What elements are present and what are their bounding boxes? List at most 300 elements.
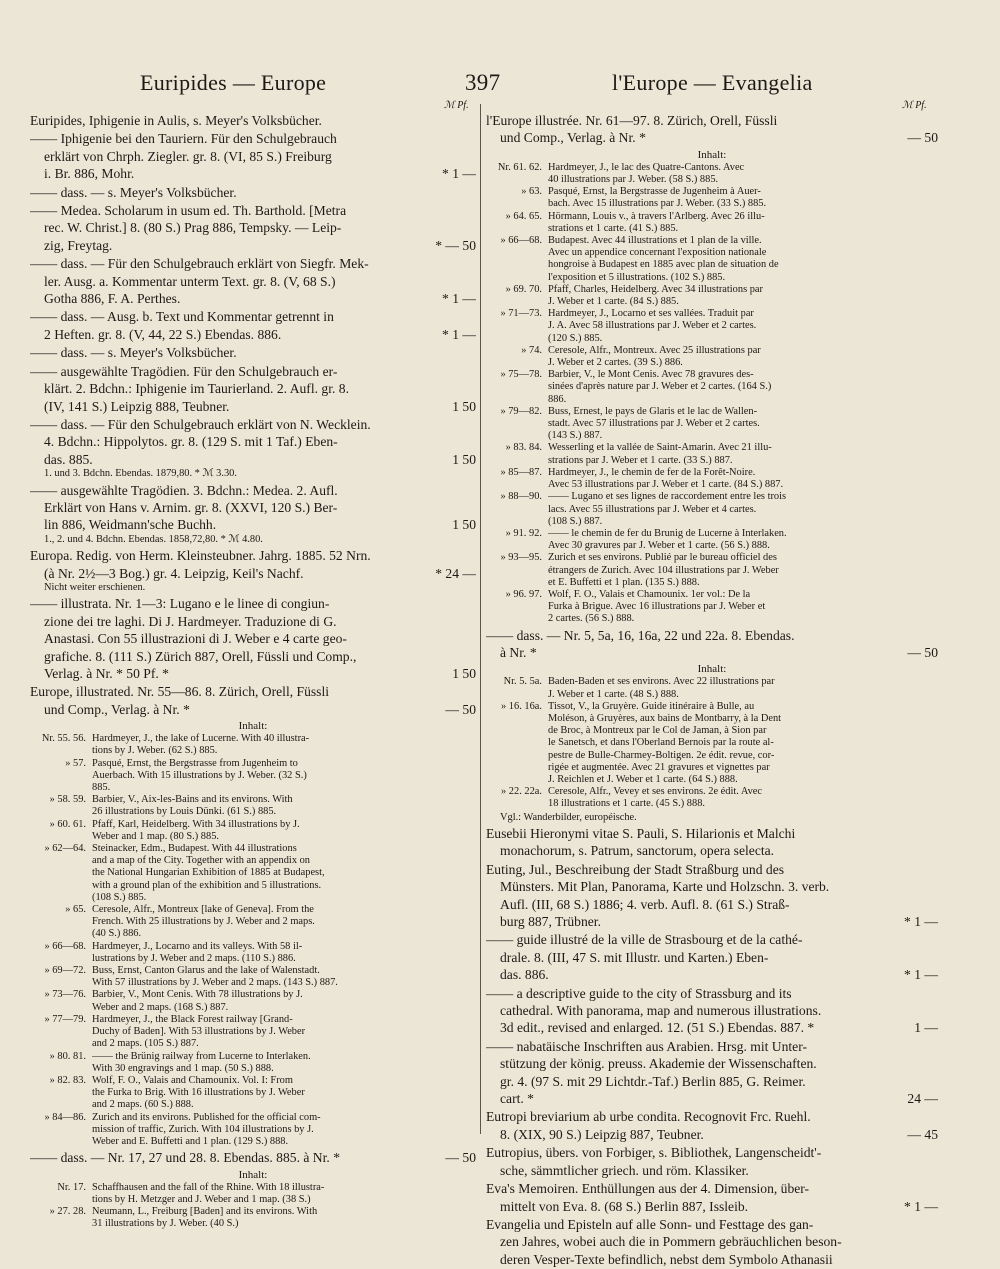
contents-item-number: » 58. 59. — [49, 794, 86, 806]
contents-item — [30, 733, 476, 757]
contents-item-line: Pasqué, Ernst, the Bergstrasse from Jugenheim to — [92, 757, 298, 769]
contents-item-line: with a ground plan of the exhibition and 5 illustrations. — [92, 879, 322, 891]
contents-list — [486, 148, 938, 626]
catalog-entry — [486, 825, 938, 860]
entry-text: erklärt von Chrph. Ziegler. gr. 8. (VI, 85 S.) Freiburg — [44, 148, 332, 164]
contents-item — [30, 758, 476, 795]
contents-item — [30, 1051, 476, 1075]
entry-text: burg 887, Trübner. — [500, 914, 601, 930]
entry-price — [412, 482, 476, 499]
contents-item-line: étrangers de Zurich. Avec 104 illustrations par J. Weber — [548, 564, 779, 576]
entry-price — [412, 308, 476, 325]
contents-item-line: Avec 30 gravures par J. Weber et 1 carte. (56 S.) 888. — [548, 540, 770, 552]
contents-item-line: Moléson, à Gruyères, aux bains de Montbarry, à la Dent — [548, 712, 782, 724]
entry-price — [412, 683, 476, 700]
contents-item-text — [92, 843, 476, 904]
right-column — [486, 112, 938, 1269]
contents-item-text — [548, 491, 938, 528]
contents-item — [30, 904, 476, 941]
contents-item-text — [548, 442, 938, 466]
entry-text: à Nr. * — [500, 644, 537, 660]
entry-price — [412, 416, 476, 433]
contents-item-line: strations par J. Weber et 1 carte. (33 S.) 887. — [548, 454, 733, 466]
entry-price — [874, 1216, 938, 1233]
entry-line — [486, 985, 938, 1002]
entry-line — [486, 644, 938, 661]
catalog-entry — [30, 255, 476, 307]
entry-line — [30, 326, 476, 343]
left-column — [30, 112, 476, 1231]
contents-item-text — [548, 162, 938, 186]
contents-item-text — [92, 1051, 476, 1075]
entry-price: — 50 — [907, 130, 938, 146]
entry-text: l'Europe illustrée. Nr. 61—97. 8. Zürich, Orell, Füssli — [486, 113, 778, 128]
entry-price — [874, 861, 938, 878]
contents-item-text — [548, 369, 938, 406]
contents-item-number: » 93—95. — [500, 552, 542, 564]
catalog-entry — [30, 130, 476, 182]
contents-item-line: Wolf, F. O., Valais et Chamounix. 1er vol.: De la — [548, 588, 751, 600]
entry-price — [874, 1251, 938, 1268]
entry-text: Münsters. Mit Plan, Panorama, Karte und Holzschn. 3. verb. — [500, 879, 830, 895]
entry-line — [30, 499, 476, 516]
contents-item — [486, 552, 938, 589]
entry-text: ler. Ausg. a. Kommentar unterm Text. gr. 8. (V, 68 S.) — [44, 273, 336, 289]
contents-item-line: With 57 illustrations by J. Weber and 2 maps. (143 S.) 887. — [92, 977, 338, 989]
contents-item-text — [548, 552, 938, 589]
contents-item-number: » 63. — [521, 186, 542, 198]
contents-list — [30, 719, 476, 1148]
contents-item-line: Zurich et ses environs. Publié par le bureau officiel des — [548, 552, 777, 564]
contents-item — [30, 1182, 476, 1206]
entry-line — [486, 1038, 938, 1055]
contents-item-number: » 75—78. — [500, 369, 542, 381]
contents-item — [486, 701, 938, 786]
contents-item-line: Ceresole, Alfr., Vevey et ses environs. 2e édit. Avec — [548, 786, 763, 798]
entry-text: 8. (XIX, 90 S.) Leipzig 887, Teubner. — [500, 1126, 704, 1142]
entry-line — [30, 683, 476, 700]
contents-item-line: (40 S.) 886. — [92, 928, 142, 940]
contents-item — [486, 676, 938, 700]
entry-text: —— dass. — s. Meyer's Volksbücher. — [30, 345, 237, 361]
catalog-entry — [30, 112, 476, 129]
contents-item-number: Nr. 17. — [57, 1181, 86, 1193]
entry-text: 2 Heften. gr. 8. (V, 44, 22 S.) Ebendas. 886. — [44, 326, 282, 342]
entry-line — [30, 701, 476, 718]
entry-note: Vgl.: Wanderbilder, européische. — [500, 811, 637, 823]
entry-line — [30, 112, 476, 129]
contents-item-line: J. Weber et 2 cartes. (39 S.) 886. — [548, 357, 683, 369]
entry-price — [874, 1002, 938, 1019]
entry-text: gr. 4. (97 S. mit 29 Lichtdr.-Taf.) Berlin 885, G. Reimer. — [500, 1073, 806, 1089]
entry-text: Europe, illustrated. Nr. 55—86. 8. Zürich, Orell, Füssli — [30, 684, 330, 700]
entry-line — [486, 1090, 938, 1107]
contents-item-line: Auerbach. With 15 illustrations by J. Weber. (32 S.) — [92, 769, 307, 781]
contents-item-line: Hardmeyer, J., the Black Forest railway [Grand- — [92, 1013, 293, 1025]
entry-line — [486, 112, 938, 129]
entry-price — [874, 1055, 938, 1072]
entry-note: Nicht weiter erschienen. — [44, 581, 146, 593]
entry-text: —— nabatäische Inschriften aus Arabien. Hrsg. mit Unter- — [486, 1038, 807, 1054]
catalog-entry — [486, 931, 938, 983]
contents-item-line: Pfaff, Karl, Heidelberg. With 34 illustrations by J. — [92, 818, 300, 830]
contents-item-line: Barbier, V., Mont Cenis. With 78 illustrations by J. — [92, 989, 303, 1001]
contents-item-line: Budapest. Avec 44 illustrations et 1 plan de la ville. — [548, 235, 762, 247]
contents-item — [486, 786, 938, 810]
entry-text: Europa. Redig. von Herm. Kleinsteubner. Jahrg. 1885. 52 Nrn. — [30, 548, 371, 564]
entry-line — [30, 380, 476, 397]
contents-heading: Inhalt: — [238, 720, 268, 733]
entry-price — [412, 112, 476, 129]
entry-price — [412, 648, 476, 665]
contents-item-text — [92, 941, 476, 965]
contents-item-line: Avec un appendice concernant l'exposition nationale — [548, 247, 767, 259]
catalog-entry — [30, 202, 476, 254]
contents-item-number: » 96. 97. — [505, 588, 542, 600]
entry-text: das. 885. — [44, 451, 93, 467]
entry-price — [874, 112, 938, 129]
contents-item-number: » 16. 16a. — [501, 700, 542, 712]
entry-line — [30, 565, 476, 582]
contents-item — [30, 941, 476, 965]
entry-line — [30, 398, 476, 415]
entry-text: i. Br. 886, Mohr. — [44, 166, 135, 182]
catalog-entry — [30, 363, 476, 415]
contents-item-text — [92, 819, 476, 843]
entry-line — [30, 451, 476, 468]
entry-price — [412, 547, 476, 564]
entry-line — [486, 129, 938, 146]
contents-item-line: J. A. Avec 58 illustrations par J. Weber et 2 cartes. — [548, 320, 757, 332]
entry-text: Gotha 886, F. A. Perthes. — [44, 291, 181, 307]
contents-item — [30, 1206, 476, 1230]
contents-item-line: Barbier, V., le Mont Cenis. Avec 78 gravures des- — [548, 369, 754, 381]
contents-item-text — [92, 1112, 476, 1149]
entry-line — [30, 595, 476, 612]
catalog-entry — [486, 1180, 938, 1215]
entry-line — [30, 416, 476, 433]
price-column-head-left: ℳ Pf. — [444, 100, 469, 111]
contents-item-line: Hardmeyer, J., Locarno and its valleys. With 58 il- — [92, 940, 303, 952]
contents-item-line: 40 illustrations par J. Weber. (58 S.) 885. — [548, 174, 719, 186]
contents-item-text — [548, 345, 938, 369]
contents-item-text — [92, 794, 476, 818]
contents-item-text — [548, 589, 938, 626]
contents-item-line: Hörmann, Louis v., à travers l'Arlberg. Avec 26 illu- — [548, 210, 765, 222]
entry-line — [30, 648, 476, 665]
contents-item-text — [92, 1182, 476, 1206]
entry-price: 1 — — [914, 1020, 938, 1036]
running-head-right: l'Europe — Evangelia — [612, 70, 813, 95]
entry-line — [30, 130, 476, 147]
contents-item — [486, 528, 938, 552]
entry-text: cart. * — [500, 1091, 534, 1107]
contents-item-line: and a map of the City. Together with an appendix on — [92, 855, 310, 867]
entry-note: 1., 2. und 4. Bdchn. Ebendas. 1858,72,80. * ℳ 4.80. — [44, 533, 263, 545]
contents-item — [486, 186, 938, 210]
entry-price: — 45 — [907, 1126, 938, 1142]
contents-item-number: » 65. — [65, 904, 86, 916]
entry-line — [486, 842, 938, 859]
contents-item — [486, 162, 938, 186]
price-column-head-right: ℳ Pf. — [902, 100, 927, 111]
page-header — [0, 70, 1000, 100]
entry-price — [874, 1144, 938, 1161]
entry-note: 1. und 3. Bdchn. Ebendas. 1879,80. * ℳ 3.30. — [44, 468, 237, 480]
entry-line — [30, 308, 476, 325]
contents-item-number: » 69—72. — [44, 965, 86, 977]
contents-item-line: Avec 53 illustrations par J. Weber et 1 carte. (84 S.) 887. — [548, 479, 784, 491]
contents-item-line: (143 S.) 887. — [548, 430, 603, 442]
entry-line — [30, 613, 476, 630]
catalog-entry — [486, 985, 938, 1037]
contents-item-number: » 88—90. — [500, 491, 542, 503]
contents-list — [486, 662, 938, 810]
entry-price — [412, 380, 476, 397]
entry-line — [486, 966, 938, 983]
entry-line — [30, 665, 476, 682]
contents-item — [30, 843, 476, 904]
contents-item-line: Steinacker, Edm., Budapest. With 44 illustrations — [92, 843, 297, 855]
contents-item-line: and 2 maps. (105 S.) 887. — [92, 1038, 199, 1050]
contents-item-number: » 91. 92. — [505, 527, 542, 539]
entry-text: Aufl. (III, 68 S.) 1886; 4. verb. Aufl. 8. (61 S.) Straß- — [500, 896, 790, 912]
entry-text: cathedral. With panorama, map and numerous illustrations. — [500, 1003, 822, 1019]
catalog-entry — [30, 547, 476, 594]
entry-price — [412, 363, 476, 380]
entry-line — [486, 1019, 938, 1036]
entry-text: —— dass. — Nr. 5, 5a, 16, 16a, 22 und 22a. 8. Ebendas. — [486, 627, 795, 643]
entry-text: —— ausgewählte Tragödien. Für den Schulgebrauch er- — [30, 363, 338, 379]
contents-item-number: » 71—73. — [500, 308, 542, 320]
entry-price — [412, 148, 476, 165]
contents-item-line: bach. Avec 15 illustrations par J. Weber. (33 S.) 885. — [548, 198, 767, 210]
entry-text: —— dass. — Nr. 17, 27 und 28. 8. Ebendas. 885. à Nr. * — [30, 1150, 340, 1166]
entry-line — [486, 1002, 938, 1019]
entry-price: * 1 — — [442, 326, 476, 342]
contents-item-line: Weber and 2 maps. (168 S.) 887. — [92, 1001, 229, 1013]
entry-text: Euting, Jul., Beschreibung der Stadt Straßburg und des — [486, 861, 785, 877]
entry-text: —— illustrata. Nr. 1—3: Lugano e le linee di congiun- — [30, 596, 330, 612]
entry-text: stützung der könig. preuss. Akademie der Wissenschaften. — [500, 1056, 817, 1072]
entry-line — [30, 547, 476, 564]
contents-item — [30, 1014, 476, 1051]
entry-line — [30, 1149, 476, 1166]
contents-item-line: Buss, Ernst, Canton Glarus and the lake of Walenstadt. — [92, 965, 320, 977]
contents-item — [486, 467, 938, 491]
contents-item — [30, 794, 476, 818]
entry-price — [412, 202, 476, 219]
contents-item-number: » 62—64. — [44, 843, 86, 855]
contents-item-line: Barbier, V., Aix-les-Bains and its environs. With — [92, 794, 293, 806]
contents-item-line: —— Lugano et ses lignes de raccordement entre les trois — [548, 491, 787, 503]
entry-line — [486, 1108, 938, 1125]
contents-item-text — [548, 284, 938, 308]
entry-price: 1 50 — [452, 666, 476, 681]
entry-text: deren Vesper-Texte befindlich, nebst dem Symbolo Athanasii — [500, 1251, 833, 1267]
contents-item-text — [548, 528, 938, 552]
contents-item-line: Ceresole, Alfr., Montreux [lake of Geneva]. From the — [92, 904, 314, 916]
entry-text: grafiche. 8. (111 S.) Zürich 887, Orell, Füssli und Comp., — [44, 648, 357, 664]
entry-price: * — 50 — [435, 237, 476, 253]
entry-text: rec. W. Christ.] 8. (80 S.) Prag 886, Tempsky. — Leip- — [44, 220, 342, 236]
catalog-entry — [486, 627, 938, 824]
contents-item-line: and 2 maps. (60 S.) 888. — [92, 1099, 194, 1111]
contents-item — [486, 345, 938, 369]
contents-item — [30, 965, 476, 989]
entry-text: Eusebii Hieronymi vitae S. Pauli, S. Hilarionis et Malchi — [486, 825, 796, 841]
entry-price: 24 — — [907, 1091, 938, 1107]
contents-item-line: lustrations by J. Weber and 2 maps. (110 S.) 886. — [92, 952, 296, 964]
contents-item-line: 885. — [92, 782, 111, 794]
entry-price — [412, 184, 476, 201]
entry-text: drale. 8. (III, 47 S. mit Illustr. und Karten.) Eben- — [500, 949, 769, 965]
entry-line — [486, 1233, 938, 1250]
catalog-entry — [486, 861, 938, 931]
entry-price: 1 50 — [452, 451, 476, 467]
catalog-entry — [30, 184, 476, 201]
entry-text: Erklärt von Hans v. Arnim. gr. 8. (XXVI, 120 S.) Ber- — [44, 499, 338, 515]
contents-item — [486, 491, 938, 528]
contents-item-line: et E. Buffetti et 1 plan. (135 S.) 888. — [548, 576, 700, 588]
entry-line — [30, 255, 476, 272]
entry-text: zen Jahres, wobei auch die in Pommern gebräuchlichen beson- — [500, 1234, 842, 1250]
entry-price — [874, 985, 938, 1002]
contents-item-number: » 85—87. — [500, 466, 542, 478]
contents-item-line: J. Weber et 1 carte. (48 S.) 888. — [548, 688, 679, 700]
entry-line — [486, 896, 938, 913]
entry-price — [412, 344, 476, 361]
contents-item — [486, 406, 938, 443]
contents-item-number: » 69. 70. — [505, 283, 542, 295]
entry-line — [30, 630, 476, 647]
entry-price — [874, 949, 938, 966]
contents-item-number: » 22. 22a. — [501, 786, 542, 798]
contents-item-line: Wolf, F. O., Valais and Chamounix. Vol. I: From — [92, 1074, 293, 1086]
entry-line — [486, 1144, 938, 1161]
contents-item-line: hongroise à Budapest en 1885 avec plan de situation de — [548, 259, 779, 271]
entry-price — [874, 842, 938, 859]
entry-price: — 50 — [445, 1150, 476, 1166]
entry-price — [874, 1038, 938, 1055]
contents-item-number: » 57. — [65, 757, 86, 769]
entry-text: Eutropius, übers. von Forbiger, s. Bibliothek, Langenscheidt'- — [486, 1145, 822, 1161]
contents-item-text — [92, 733, 476, 757]
entry-text: (à Nr. 2½—3 Bog.) gr. 4. Leipzig, Keil's Nachf. — [44, 565, 304, 581]
contents-item-line: —— le chemin de fer du Brunig de Lucerne à Interlaken. — [548, 527, 787, 539]
contents-item-line: With 30 engravings and 1 map. (50 S.) 888. — [92, 1062, 274, 1074]
catalog-entry — [30, 1149, 476, 1230]
contents-item — [486, 442, 938, 466]
entry-price — [874, 896, 938, 913]
entry-text: und Comp., Verlag. à Nr. * — [500, 130, 646, 146]
contents-item-number: » 27. 28. — [49, 1205, 86, 1217]
entry-line — [30, 290, 476, 307]
entry-line — [30, 433, 476, 450]
contents-item — [30, 1075, 476, 1112]
entry-line — [486, 1180, 938, 1197]
contents-item-line: French. With 25 illustrations by J. Weber and 2 maps. — [92, 916, 315, 928]
contents-item-text — [92, 989, 476, 1013]
entry-price — [874, 1233, 938, 1250]
entry-line — [30, 344, 476, 361]
contents-item-number: » 80. 81. — [49, 1050, 86, 1062]
entry-line — [486, 1216, 938, 1233]
entry-price: — 50 — [907, 644, 938, 660]
entry-text: —— a descriptive guide to the city of Strassburg and its — [486, 985, 792, 1001]
contents-item-number: Nr. 61. 62. — [497, 161, 542, 173]
entry-price — [412, 433, 476, 450]
entry-line — [486, 1073, 938, 1090]
entry-text: lin 886, Weidmann'sche Buchh. — [44, 517, 217, 533]
entry-price — [874, 1180, 938, 1197]
contents-item-line: Zurich and its environs. Published for the official com- — [92, 1111, 321, 1123]
entry-price: * 1 — — [904, 967, 938, 983]
entry-line — [486, 627, 938, 644]
contents-item — [486, 284, 938, 308]
contents-item-line: Schaffhausen and the fall of the Rhine. With 18 illustra- — [92, 1181, 325, 1193]
entry-price: — 50 — [445, 701, 476, 717]
catalog-entry — [30, 416, 476, 481]
contents-item-line: Hardmeyer, J., le lac des Quatre-Cantons. Avec — [548, 161, 745, 173]
entry-text: das. 886. — [500, 967, 549, 983]
contents-item-text — [92, 965, 476, 989]
entry-line — [486, 913, 938, 930]
contents-item-text — [92, 904, 476, 941]
entry-text: (IV, 141 S.) Leipzig 888, Teubner. — [44, 398, 230, 414]
contents-item — [486, 308, 938, 345]
entry-text: zione dei tre laghi. Di J. Hardmeyer. Traduzione di G. — [44, 613, 337, 629]
entry-line — [30, 202, 476, 219]
contents-item-line: 886. — [548, 393, 567, 405]
contents-item — [486, 235, 938, 284]
contents-heading: Inhalt: — [238, 1168, 268, 1181]
contents-item-line: stadt. Avec 57 illustrations par J. Weber et 2 cartes. — [548, 418, 760, 430]
contents-item-number: » 74. — [521, 344, 542, 356]
entry-line — [486, 1126, 938, 1143]
entry-line — [30, 516, 476, 533]
entry-text: Anastasi. Con 55 illustrazioni di J. Weber e 4 carte geo- — [44, 631, 347, 647]
entry-text: und Comp., Verlag. à Nr. * — [44, 701, 190, 717]
catalog-entry — [30, 482, 476, 547]
catalog-entry — [486, 1108, 938, 1143]
entry-line — [486, 1251, 938, 1268]
contents-item — [30, 989, 476, 1013]
entry-line — [486, 825, 938, 842]
catalog-entry — [30, 344, 476, 361]
entry-price — [412, 630, 476, 647]
entry-price: * 1 — — [904, 1198, 938, 1214]
entry-price: 1 50 — [452, 517, 476, 533]
entry-text: —— dass. — s. Meyer's Volksbücher. — [30, 184, 237, 200]
contents-item-line: Wesserling et la vallée de Saint-Amarin. Avec 21 illu- — [548, 442, 772, 454]
contents-list — [30, 1168, 476, 1231]
entry-line — [30, 363, 476, 380]
contents-item — [486, 369, 938, 406]
entry-price — [412, 595, 476, 612]
entry-line — [486, 1198, 938, 1215]
contents-item-line: Ceresole, Alfr., Montreux. Avec 25 illustrations par — [548, 344, 761, 356]
entry-line — [30, 165, 476, 182]
entry-text: —— dass. — Ausg. b. Text und Kommentar getrennt in — [30, 309, 334, 325]
contents-item-line: Hardmeyer, J., Locarno et ses vallées. Traduit par — [548, 308, 754, 320]
contents-item-line: lacs. Avec 55 illustrations par J. Weber et 4 cartes. — [548, 503, 757, 515]
catalog-entry — [486, 1216, 938, 1268]
contents-item-number: » 66—68. — [500, 235, 542, 247]
entry-text: sche, sämmtlicher griech. und röm. Klassiker. — [500, 1162, 749, 1178]
contents-item-text — [548, 701, 938, 786]
contents-item-number: Nr. 5. 5a. — [503, 676, 542, 688]
